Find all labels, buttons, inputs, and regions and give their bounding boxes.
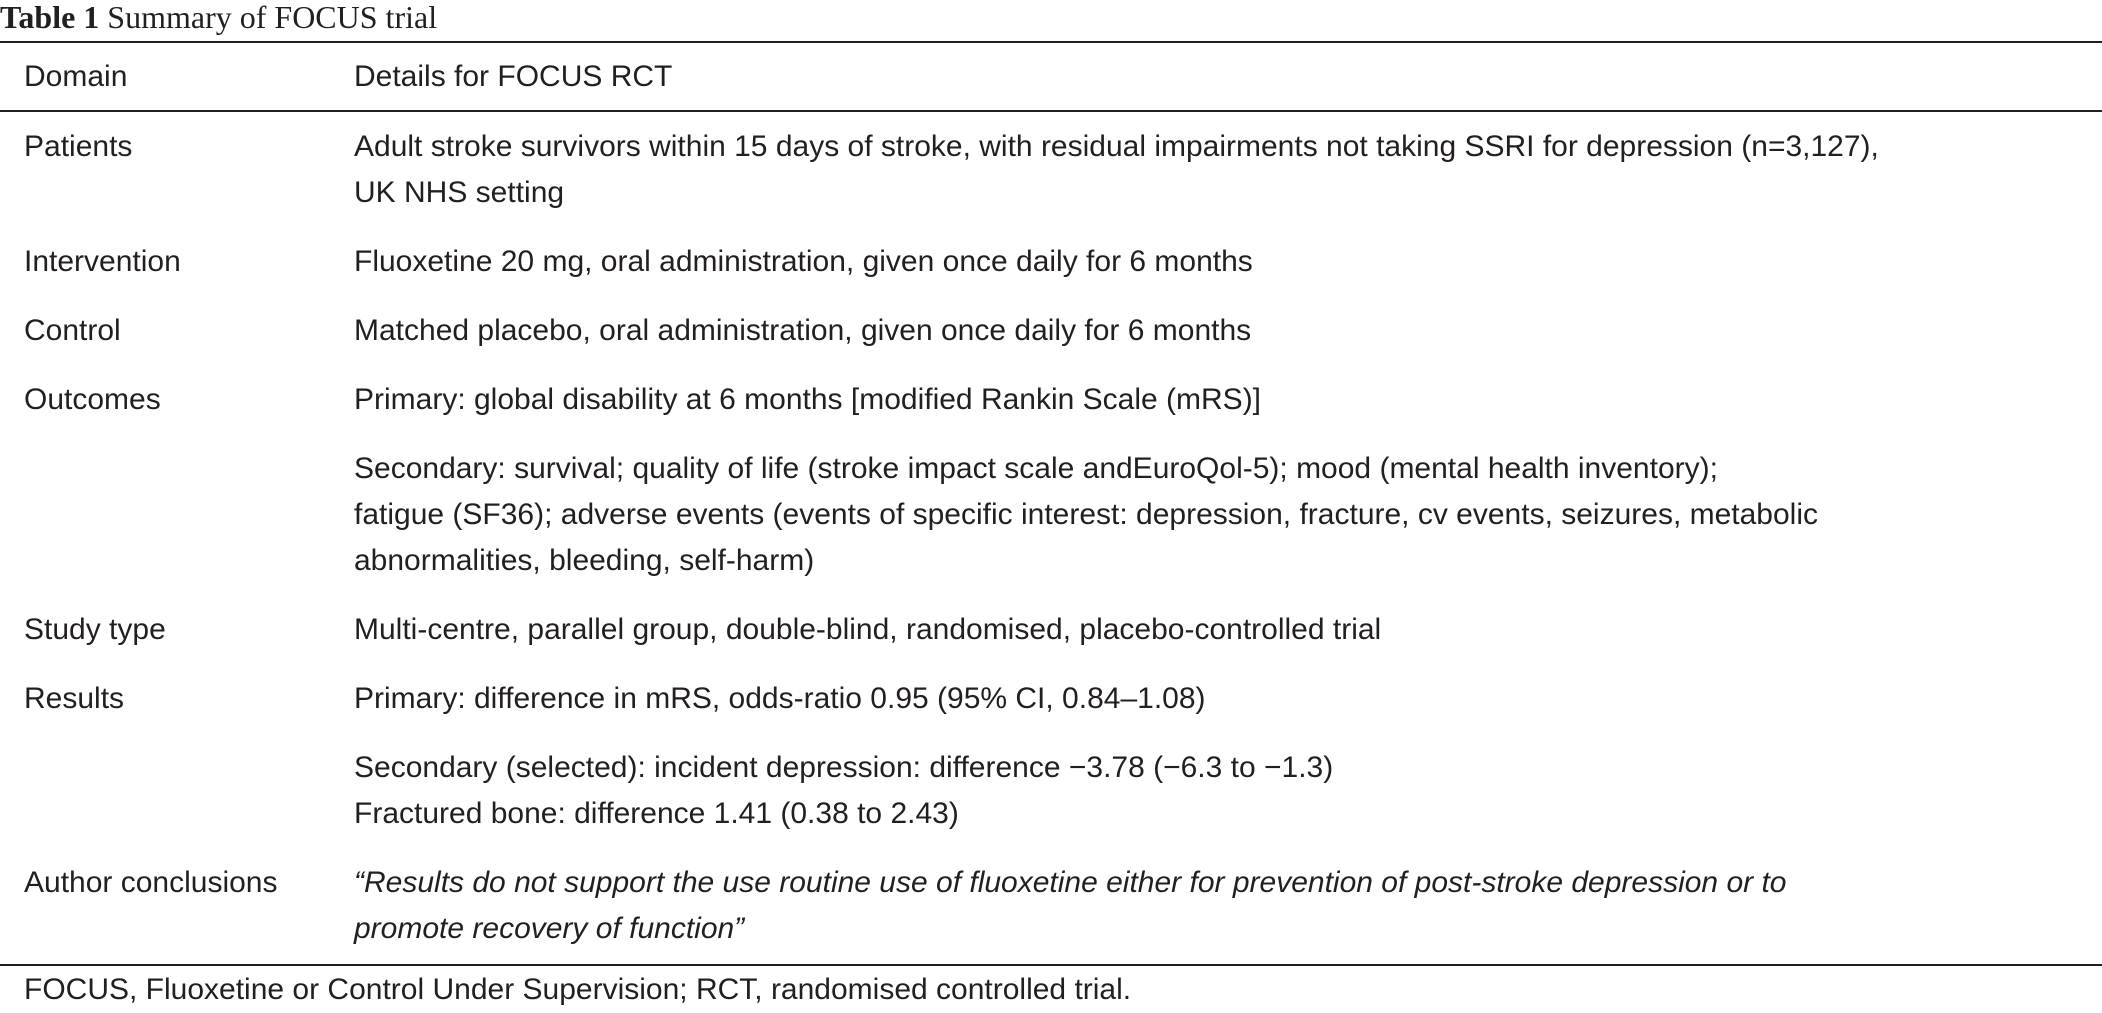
detail-paragraph — [354, 745, 2082, 837]
table-header-row — [0, 43, 2102, 110]
table-caption — [0, 0, 437, 38]
summary-table — [0, 41, 2102, 1013]
table-row-patients — [0, 124, 2102, 216]
row-details — [354, 239, 2102, 285]
table-row-outcomes — [0, 377, 2102, 584]
header-details: Details for FOCUS RCT — [354, 60, 673, 93]
detail-paragraph — [354, 446, 2082, 584]
detail-line: “Results do not support the use routine use of fluoxetine either for prevention of post-stroke depression or to — [354, 866, 1787, 899]
table-row-intervention — [0, 239, 2102, 285]
row-domain-label: Patients — [24, 130, 133, 163]
table-row-study-type — [0, 607, 2102, 653]
table-footnote: FOCUS, Fluoxetine or Control Under Supervision; RCT, randomised controlled trial. — [24, 973, 1132, 1006]
table-caption-label: Table 1 — [0, 0, 100, 35]
row-domain-label: Study type — [24, 613, 166, 646]
detail-paragraph — [354, 860, 2082, 952]
row-domain-label: Results — [24, 682, 125, 715]
detail-line: fatigue (SF36); adverse events (events of specific interest: depression, fracture, cv events, seizures, metabolic — [354, 498, 1819, 531]
detail-paragraph — [354, 239, 2082, 285]
detail-line: UK NHS setting — [354, 176, 565, 209]
detail-paragraph — [354, 308, 2082, 354]
row-domain-label: Outcomes — [24, 383, 161, 416]
row-details — [354, 676, 2102, 837]
row-domain-label: Control — [24, 314, 121, 347]
row-details — [354, 377, 2102, 584]
row-domain-label: Author conclusions — [24, 866, 278, 899]
table-caption-title: Summary of FOCUS trial — [107, 0, 438, 35]
detail-paragraph — [354, 607, 2082, 653]
table-row-author-conclusions — [0, 860, 2102, 952]
row-details — [354, 308, 2102, 354]
detail-line: Secondary (selected): incident depression: difference −3.78 (−6.3 to −1.3) — [354, 751, 1334, 784]
detail-line: Primary: global disability at 6 months [modified Rankin Scale (mRS)] — [354, 383, 1262, 416]
detail-line: abnormalities, bleeding, self-harm) — [354, 544, 815, 577]
detail-line: Fractured bone: difference 1.41 (0.38 to 2.43) — [354, 797, 959, 830]
row-details — [354, 607, 2102, 653]
row-domain-label: Intervention — [24, 245, 181, 278]
row-details — [354, 860, 2102, 952]
detail-line: Adult stroke survivors within 15 days of stroke, with residual impairments not taking SSRI for depression (n=3,127), — [354, 130, 1879, 163]
detail-line: Secondary: survival; quality of life (stroke impact scale andEuroQol-5); mood (mental health inventory); — [354, 452, 1718, 485]
detail-line: Primary: difference in mRS, odds-ratio 0.95 (95% CI, 0.84–1.08) — [354, 682, 1206, 715]
row-details — [354, 124, 2102, 216]
table-body — [0, 112, 2102, 964]
detail-paragraph — [354, 676, 2082, 722]
detail-paragraph — [354, 124, 2082, 216]
detail-line: promote recovery of function” — [354, 912, 745, 945]
header-domain: Domain — [24, 60, 128, 93]
detail-line: Matched placebo, oral administration, given once daily for 6 months — [354, 314, 1252, 347]
detail-line: Fluoxetine 20 mg, oral administration, given once daily for 6 months — [354, 245, 1253, 278]
table-row-results — [0, 676, 2102, 837]
table-row-control — [0, 308, 2102, 354]
detail-line: Multi-centre, parallel group, double-blind, randomised, placebo-controlled trial — [354, 613, 1382, 646]
detail-paragraph — [354, 377, 2082, 423]
